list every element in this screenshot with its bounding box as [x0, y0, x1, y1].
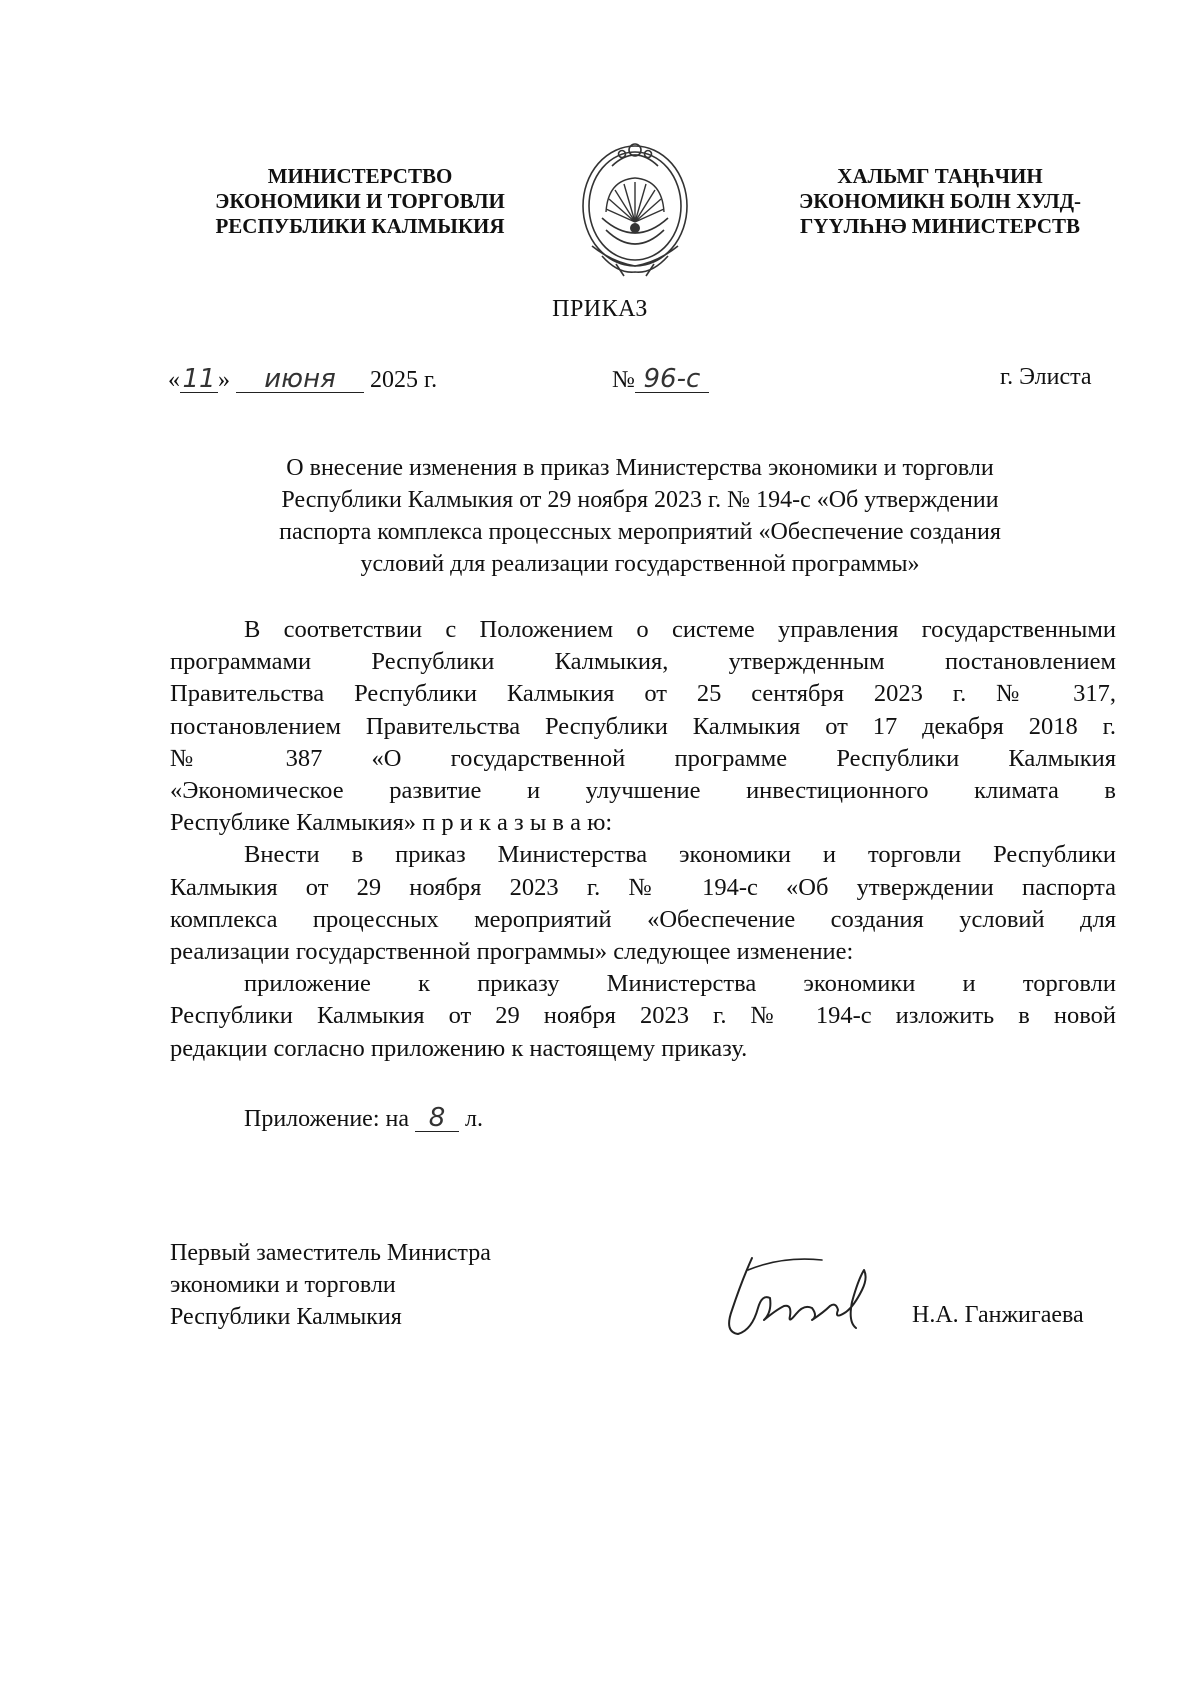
date-month: июня [264, 364, 336, 394]
body-line: Калмыкия от 29 ноября 2023 г. № 194-с «Об утверждении паспорта [170, 873, 1116, 901]
attachment-suffix: л. [464, 1106, 483, 1132]
subject-line: паспорта комплекса процессных мероприятий «Обеспечение создания [279, 519, 1001, 545]
order-number [612, 364, 709, 394]
kalmykia-emblem-icon [572, 136, 698, 278]
attachment-pages: 8 [428, 1103, 446, 1133]
signatory-title [170, 1237, 491, 1333]
signer-name: Н.А. Ганжигаева [912, 1302, 1084, 1328]
header-right-line: ХАЛЬМГ ТАҢҺЧИН [837, 164, 1043, 188]
number-value: 96-с [643, 364, 701, 394]
subject-line: Республики Калмыкия от 29 ноября 2023 г. № 194-с «Об утверждении [281, 487, 999, 513]
body-line: редакции согласно приложению к настоящему приказу. [170, 1034, 748, 1062]
order-subject [190, 452, 1090, 580]
body-line: Внести в приказ Министерства экономики и торговли Республики [244, 841, 1116, 869]
document-type-title: ПРИКАЗ [552, 296, 648, 322]
attachment-prefix: Приложение: на [244, 1106, 409, 1132]
quote-open: « [168, 367, 180, 393]
subject-line: О внесение изменения в приказ Министерства экономики и торговли [286, 455, 994, 481]
attachment-note [244, 1103, 483, 1133]
ministry-name-kalmyk [770, 164, 1110, 239]
number-label: № [612, 367, 635, 393]
signatory-title-line: Первый заместитель Министра [170, 1240, 491, 1266]
body-line: № 387 «О государственной программе Республики Калмыкия [170, 744, 1116, 772]
body-line: комплекса процессных мероприятий «Обеспечение создания условий для [170, 905, 1116, 933]
body-line: программами Республики Калмыкия, утвержденным постановлением [170, 648, 1116, 676]
header-left-line: РЕСПУБЛИКИ КАЛМЫКИЯ [215, 214, 505, 238]
ministry-name-russian [200, 164, 520, 239]
body-line: постановлением Правительства Республики Калмыкия от 17 декабря 2018 г. [170, 712, 1116, 740]
header-right-line: ЭКОНОМИКН БОЛН ХУЛД- [798, 189, 1082, 213]
signatory-title-line: Республики Калмыкия [170, 1304, 402, 1330]
subject-line: условий для реализации государственной программы» [360, 551, 920, 577]
body-line: реализации государственной программы» следующее изменение: [170, 938, 854, 966]
body-line: Республике Калмыкия» п р и к а з ы в а ю: [170, 809, 613, 837]
order-date [168, 364, 437, 394]
order-body [170, 614, 1116, 1065]
body-line: В соответствии с Положением о системе управления государственными [244, 616, 1116, 643]
date-day: 11 [182, 364, 216, 394]
quote-close: » [218, 367, 230, 393]
date-year: 2025 г. [370, 367, 438, 393]
signatory-title-line: экономики и торговли [170, 1272, 396, 1298]
body-line: Правительства Республики Калмыкия от 25 сентября 2023 г. № 317, [170, 680, 1116, 708]
header-right-line: ГҮҮЛҺНӘ МИНИСТЕРСТВ [799, 214, 1081, 238]
body-line: Республики Калмыкия от 29 ноября 2023 г. № 194-с изложить в новой [170, 1002, 1116, 1030]
body-line: «Экономическое развитие и улучшение инвестиционного климата в [170, 777, 1116, 805]
city: г. Элиста [1000, 364, 1092, 390]
body-line: приложение к приказу Министерства экономики и торговли [244, 970, 1116, 998]
handwritten-signature [712, 1250, 896, 1348]
header-left-line: ЭКОНОМИКИ И ТОРГОВЛИ [215, 189, 505, 213]
header-left-line: МИНИСТЕРСТВО [267, 164, 453, 188]
